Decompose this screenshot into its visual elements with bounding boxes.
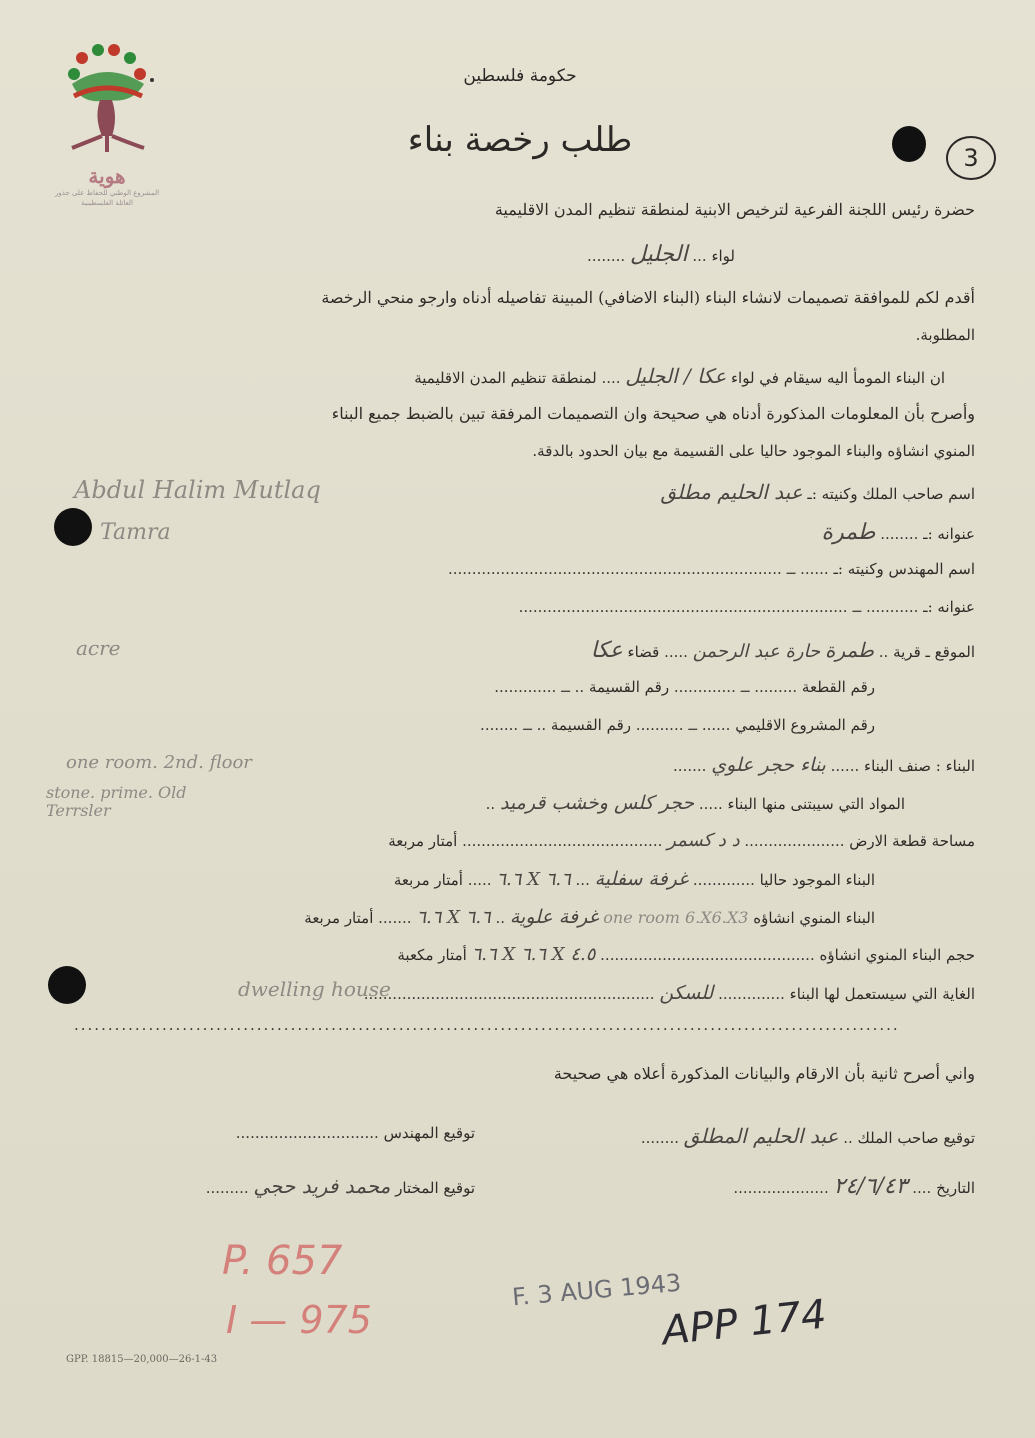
materials-label: المواد التي سيبتنى منها البناء — [727, 795, 905, 813]
land-area-label: مساحة قطعة الارض — [849, 832, 975, 850]
addressee-line: حضرة رئيس اللجنة الفرعية لترخيص الابنية لمنطقة تنظيم المدن الاقليمية — [494, 200, 975, 219]
purpose-value: للسكن — [659, 982, 714, 1004]
location-village-value: طمرة — [824, 638, 874, 662]
location-line-value: عكا / الجليل — [625, 364, 727, 388]
engineer-name-value: ــ — [786, 560, 796, 578]
proposed-building-value-en: one room 6.X6.X3 — [603, 908, 749, 927]
existing-building-row: البناء الموجود حاليا ............. غرفة سفلية ... ٦.٦ X ٦.٦ ..... أمتار مربعة — [393, 868, 875, 890]
land-area-unit: أمتار مربعة — [388, 832, 458, 850]
plot-parcel-value: ــ — [561, 678, 570, 696]
i-number-annotation: I — 975 — [226, 1298, 372, 1342]
owner-address-row: عنوانه :ـ ........ طمرة — [821, 520, 975, 545]
logo-tagline: المشروع الوطني للحفاظ على جذور العائلة الفلسطينية — [54, 189, 160, 207]
logo-name: هوية — [88, 164, 126, 188]
location-line-after: لمنطقة تنظيم المدن الاقليمية — [414, 369, 597, 387]
engineer-signature-label: توقيع المهندس — [383, 1124, 475, 1142]
mukhtar-signature-row: توقيع المختار محمد فريد حجي ......... — [205, 1174, 475, 1198]
p-number-annotation: P. 657 — [222, 1238, 343, 1284]
proposed-volume-dims: ٤.٥ X ٦.٦ X ٦.٦ — [471, 944, 596, 965]
location-value-en: acre — [76, 636, 121, 660]
owner-address-value-ar: طمرة — [821, 520, 876, 545]
date-value: ٢٤/٦/٤٣ — [833, 1174, 908, 1199]
district-row: لواء ... الجليل ........ — [587, 242, 735, 267]
plot-number-label: رقم القطعة — [801, 678, 875, 696]
date-row: التاريخ .... ٢٤/٦/٤٣ .................... — [733, 1174, 975, 1199]
qada-label: قضاء — [627, 643, 660, 661]
owner-name-label: اسم صاحب الملك وكنيته :ـ — [807, 485, 975, 503]
regional-project-label: رقم المشروع الاقليمي — [735, 716, 875, 734]
engineer-name-row: اسم المهندس وكنيته :ـ ...... ــ ...................................................................... — [447, 560, 975, 578]
tree-family-icon — [52, 40, 162, 160]
declaration-line-2: المنوي انشاؤه والبناء الموجود حاليا على القسيمة مع بيان الحدود بالدقة. — [532, 442, 975, 460]
app-number-annotation: APP 174 — [660, 1291, 829, 1355]
intro-line-1: أقدم لكم للموافقة تصميمات لانشاء البناء (البناء الاضافي) المبينة تفاصيله أدناه وارجو منحي الرخصة — [321, 288, 975, 307]
owner-address-value-en: Tamra — [100, 520, 171, 545]
regional-parcel-value: ــ — [522, 716, 532, 734]
proposed-building-label: البناء المنوي انشاؤه — [753, 909, 875, 927]
declaration-line-1: وأصرح بأن المعلومات المذكورة أدناه هي صحيحة وان التصميمات المرفقة تبين بالضبط جميع البناء — [331, 404, 975, 423]
proposed-building-dims: ٦.٦ X ٦.٦ — [416, 907, 491, 928]
proposed-building-value: غرفة علوية — [509, 906, 599, 928]
date-label: التاريخ — [936, 1179, 975, 1197]
form-title: طلب رخصة بناء — [407, 120, 633, 160]
owner-name-value-en: Abdul Halim Mutlaq — [74, 476, 321, 504]
location-line-before: ان البناء المومأ اليه سيقام في لواء — [730, 369, 945, 387]
location-village-extra: حارة عبد الرحمن — [692, 641, 821, 662]
plot-parcel-label: رقم القسيمة — [588, 678, 670, 696]
punch-hole-left-lower — [48, 966, 86, 1004]
owner-address-label: عنوانه :ـ — [923, 525, 975, 543]
print-code-footer: GPP. 18815—20,000—26-1-43 — [66, 1354, 218, 1365]
qada-value: عكا — [590, 638, 623, 663]
engineer-name-label: اسم المهندس وكنيته :ـ — [833, 560, 975, 578]
location-line: ان البناء المومأ اليه سيقام في لواء عكا / الجليل .... لمنطقة تنظيم المدن الاقليمية — [414, 364, 945, 388]
regional-parcel-label: رقم القسيمة — [550, 716, 632, 734]
location-village-row: الموقع ـ قرية .. طمرة حارة عبد الرحمن ..... قضاء عكا — [590, 638, 975, 663]
existing-building-value: غرفة سفلية — [594, 868, 689, 890]
existing-building-label: البناء الموجود حاليا — [759, 871, 875, 889]
purpose-label: الغاية التي سيستعمل لها البناء — [789, 985, 975, 1003]
punch-hole-top-right — [892, 126, 926, 162]
owner-name-value-ar: عبد الحليم مطلق — [660, 480, 803, 504]
engineer-signature-row: توقيع المهندس .............................. — [235, 1124, 475, 1142]
punch-hole-left-upper — [54, 508, 92, 546]
intro-line-2: المطلوبة. — [915, 326, 975, 344]
page-number-circle — [946, 136, 996, 180]
proposed-building-row: البناء المنوي انشاؤه one room 6.X6.X3 غرفة علوية .. ٦.٦ X ٦.٦ ....... أمتار مربعة — [304, 906, 875, 928]
land-area-value: د د كسمر — [667, 830, 740, 851]
materials-row: المواد التي سيبتنى منها البناء ..... حجر كلس وخشب قرميد .. — [485, 792, 905, 814]
land-area-row: مساحة قطعة الارض ..................... د د كسمر .......................................... أمتار مربعة — [388, 830, 975, 851]
building-type-label: البناء : صنف البناء — [864, 757, 975, 775]
proposed-volume-row: حجم البناء المنوي انشاؤه ............................................. ٤.٥ X ٦.٦ X ٦.٦ أمتار مكعبة — [397, 944, 975, 965]
engineer-address-row: عنوانه :ـ ........... ــ ..................................................................... — [518, 598, 975, 616]
plot-number-value: ــ — [740, 678, 750, 696]
mukhtar-signature-value: محمد فريد حجي — [253, 1174, 391, 1198]
government-heading: حكومة فلسطين — [463, 66, 577, 86]
engineer-address-value: ــ — [852, 598, 862, 616]
owner-signature-value: عبد الحليم المطلق — [683, 1124, 839, 1148]
date-received-stamp: F. 3 AUG 1943 — [511, 1268, 683, 1312]
district-value: الجليل — [629, 242, 688, 267]
regional-project-row: رقم المشروع الاقليمي ...... ــ .......... رقم القسيمة .. ــ ........ — [480, 716, 875, 734]
purpose-value-en: dwelling house — [238, 977, 391, 1001]
purpose-row: الغاية التي سيستعمل لها البناء .............. للسكن ............................................................. — [363, 982, 975, 1004]
page-number: 3 — [963, 144, 979, 172]
district-label: لواء — [711, 247, 735, 265]
owner-signature-label: توقيع صاحب الملك — [857, 1129, 975, 1147]
heritage-logo — [52, 40, 162, 220]
existing-building-dims: ٦.٦ X ٦.٦ — [496, 869, 571, 890]
owner-signature-row: توقيع صاحب الملك .. عبد الحليم المطلق ........ — [640, 1124, 975, 1148]
engineer-address-label: عنوانه :ـ — [923, 598, 975, 616]
location-village-label: الموقع ـ قرية — [893, 643, 975, 661]
existing-building-unit: أمتار مربعة — [393, 871, 463, 889]
materials-value: حجر كلس وخشب قرميد — [499, 792, 695, 814]
building-type-value-en: one room. 2nd. floor — [66, 752, 252, 773]
second-declaration: واني أصرح ثانية بأن الارقام والبيانات المذكورة أعلاه هي صحيحة — [553, 1064, 975, 1083]
blank-dotted-line: .......................................................................................................................... — [74, 1016, 900, 1034]
proposed-volume-unit: أمتار مكعبة — [397, 946, 467, 964]
regional-project-value: ــ — [688, 716, 698, 734]
mukhtar-signature-label: توقيع المختار — [395, 1179, 475, 1197]
proposed-volume-label: حجم البناء المنوي انشاؤه — [819, 946, 975, 964]
building-type-row: البناء : صنف البناء ...... بناء حجر علوي ....... — [673, 754, 975, 776]
owner-name-row — [661, 480, 976, 504]
proposed-building-unit: أمتار مربعة — [304, 909, 374, 927]
materials-value-en: stone. prime. Old Terrsler — [46, 783, 187, 820]
building-type-value: بناء حجر علوي — [711, 754, 826, 776]
plot-number-row: رقم القطعة ......... ــ ............. رقم القسيمة .. ــ ............. — [494, 678, 875, 696]
